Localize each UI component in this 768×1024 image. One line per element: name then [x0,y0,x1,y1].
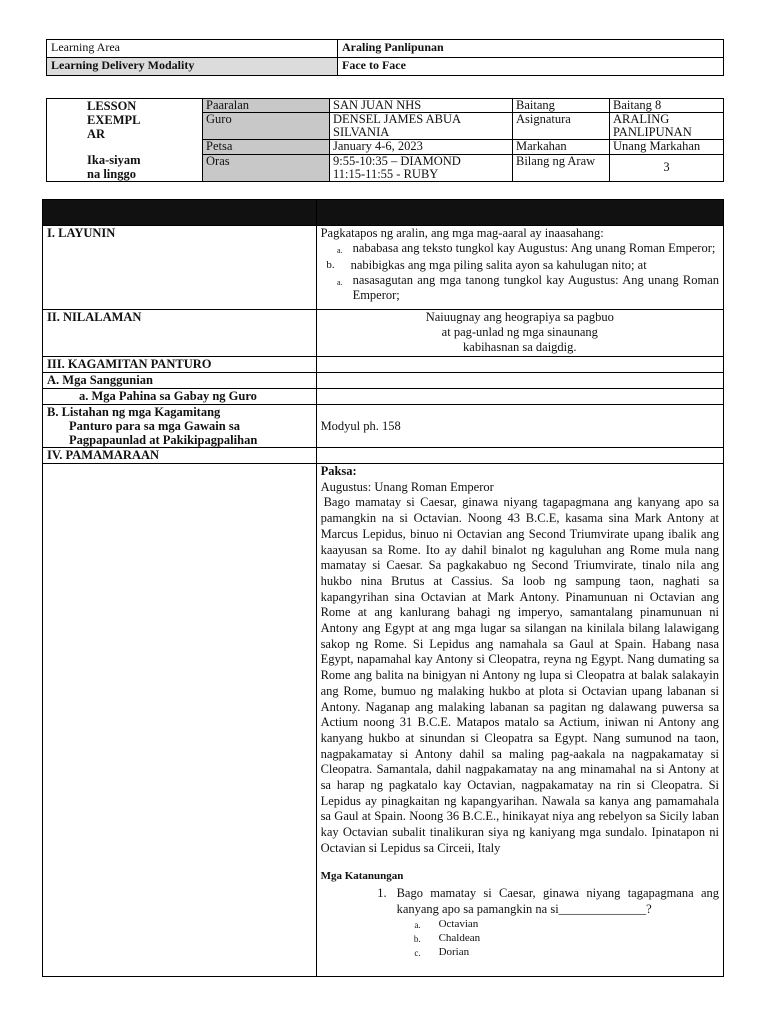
lesson-title-cell [47,99,203,182]
petsa-value: January 4-6, 2023 [330,140,513,154]
layunin-intro: Pagkatapos ng aralin, ang mga mag-aaral ay inaasahang: [320,226,604,240]
table-header-row [43,200,724,226]
oras-label: Oras [203,154,330,181]
nilalaman-content [316,310,723,357]
asignatura-label: Asignatura [513,113,610,140]
oras-line-1: 9:55-10:35 – DIAMOND [333,153,461,168]
modality-label: Learning Delivery Modality [47,58,338,76]
objective-a [321,241,719,258]
lesson-header-table [46,98,724,182]
kagamitan-empty [316,357,723,373]
objective-a-text: nababasa ang teksto tungkol kay Augustus: Ang unang Roman Emperor; [352,241,716,255]
option-a [321,918,719,932]
listahan-label-line-1: B. Listahan ng mga Kagamitang [47,405,221,419]
bilang-value: 3 [610,154,724,181]
objective-b-text: nabibigkas ang mga piling salita ayon sa kahulugan nito; at [350,258,647,272]
question-1-number: 1. [377,886,387,901]
week-label: Ika-siyam na linggo [87,153,141,181]
objective-a-marker: a. [337,246,343,255]
pamamaraan-label: IV. PAMAMARAAN [43,448,317,464]
lesson-title: LESSON EXEMPL AR [87,99,140,141]
pahina-label: a. Mga Pahina sa Gabay ng Guro [43,389,317,405]
baitang-label: Baitang [513,99,610,113]
asignatura-value: ARALING PANLIPUNAN [610,113,724,140]
listahan-value: Modyul ph. 158 [316,405,723,448]
layunin-row [43,226,724,310]
listahan-label [43,405,317,448]
option-a-marker: a. [414,919,421,930]
paaralan-label: Paaralan [203,99,330,113]
objective-b [321,258,719,273]
option-b [321,932,719,946]
nilalaman-line-3: kabihasnan sa daigdig. [463,340,577,354]
baitang-value: Baitang 8 [610,99,724,113]
markahan-label: Markahan [513,140,610,154]
sanggunian-label: A. Mga Sanggunian [43,373,317,389]
question-1-text: Bago mamatay si Caesar, ginawa niyang tagapagmana ang kanyang apo sa pamangkin na si______________? [396,886,719,916]
question-1 [321,886,719,917]
kagamitan-label: III. KAGAMITAN PANTURO [43,357,317,373]
learning-area-table [46,39,724,76]
oras-line-2: 11:15-11:55 - RUBY [333,166,439,181]
nilalaman-line-2: at pag-unlad ng mga sinaunang [441,325,598,339]
listahan-label-line-3: Pagpapaunlad at Pakikipagpalihan [69,433,258,447]
lesson-content-row [43,464,724,977]
header-cell-left [43,200,317,226]
option-c-text: Dorian [438,945,470,958]
option-c [321,946,719,960]
pamamaraan-row [43,448,724,464]
objective-c [321,273,719,303]
layunin-content [316,226,723,310]
markahan-value: Unang Markahan [610,140,724,154]
option-b-marker: b. [413,933,421,944]
bilang-label: Bilang ng Araw [513,154,610,181]
sanggunian-row [43,373,724,389]
kagamitan-row [43,357,724,373]
header-cell-right [316,200,723,226]
nilalaman-label: II. NILALAMAN [43,310,317,357]
pahina-row [43,389,724,405]
oras-value [330,154,513,181]
passage-text: Bago mamatay si Caesar, ginawa niyang tagapagmana ang kanyang apo sa pamangkin na si Octavian. Noong 43 B.C.E, kasama sina Mark Antony at Marcus Lepidus, binuo ni Octavian ang Second Triumvirate upang ibalik ang kaayusan sa Rome. Ito ay dahil binalot ng kaguluhan ang Rome mula nang mamatay si Caesar. Sa pagkakabuo ng Second Triumvirate, tinalo nila ang hukbo nina Brutus at Cassius. Sa loob ng sampung taon, naghati sa kapangyrihan sina Octavian at Mark Antony. Pinamunuan ni Octavian ang Rome at ang kanlurang bahagi ng imperyo, samantalang pinamunuan ni Antony ang Egypt at ang mga lugar sa silangan na kinilala bilang lalawigang sakop ng Rome. Si Lepidus ang namahala sa Gaul at Spain. Habang nasa Egypt, napamahal kay Antony si Cleopatra, reyna ng Egypt. Nang dumating sa Rome ang balita na binigyan ni Antony ng lupa si Cleopatra at balak salakayin ang Rome, bumuo ng malaking hukbo at plota si Octavian upang labanan si Antony. Naganap ang malaking labanan sa pagitan ng dalawang puwersa sa Actium noong 31 B.C.E. Matapos matalo sa Actium, iniwan ni Antony ang kanyang hukbo at sinundan si Cleopatra sa Egypt. Nang sumunod na taon, nagpakamatay si Antony dahil sa maling pag-aakala na nagpakamatay si Cleopatra. Samantala, dahil nagpakamatay na ang minamahal na si Antony at sa harap ng pagkatalo kay Octavian, nagpakamatay na rin si Cleopatra. Si Lepidus ay pinagkaitan ng kapangyarihan. Nawala sa kanya ang pamamahala sa Gaul at Spain. Noong 36 B.C.E., hinikayat niya ang rebelyon sa Sicily laban kay Octavian subalit tinalikuran siya ng kaniyang mga sundalo. Ipinatapon ni Octavian si Lepidus sa Circeii, Italy [320,495,719,855]
layunin-label: I. LAYUNIN [43,226,317,310]
lesson-content-left [43,464,317,977]
option-c-marker: c. [414,947,421,958]
lesson-body-table [42,199,724,977]
option-b-text: Chaldean [438,931,481,944]
nilalaman-row [43,310,724,357]
nilalaman-line-1: Naiuugnay ang heograpiya sa pagbuo [425,310,614,324]
guro-value: DENSEL JAMES ABUA SILVANIA [330,113,513,140]
petsa-label: Petsa [203,140,330,154]
lesson-content-right [316,464,723,977]
pamamaraan-empty [316,448,723,464]
sanggunian-empty [316,373,723,389]
paksa-label: Paksa: [320,464,357,478]
listahan-label-line-2: Panturo para sa mga Gawain sa [69,419,240,433]
objective-c-text: nasasagutan ang mga tanong tungkol kay Augustus: Ang unang Roman Emperor; [352,273,719,302]
listahan-row [43,405,724,448]
objective-c-marker: a. [337,278,343,287]
guro-label: Guro [203,113,330,140]
paaralan-value: SAN JUAN NHS [330,99,513,113]
learning-area-value: Araling Panlipunan [338,40,724,58]
option-a-text: Octavian [438,917,479,930]
pahina-empty [316,389,723,405]
modality-value: Face to Face [338,58,724,76]
katanungan-label: Mga Katanungan [320,869,404,882]
objective-b-marker: b. [326,259,335,271]
paksa-title: Augustus: Unang Roman Emperor [320,479,494,494]
learning-area-label: Learning Area [47,40,338,58]
